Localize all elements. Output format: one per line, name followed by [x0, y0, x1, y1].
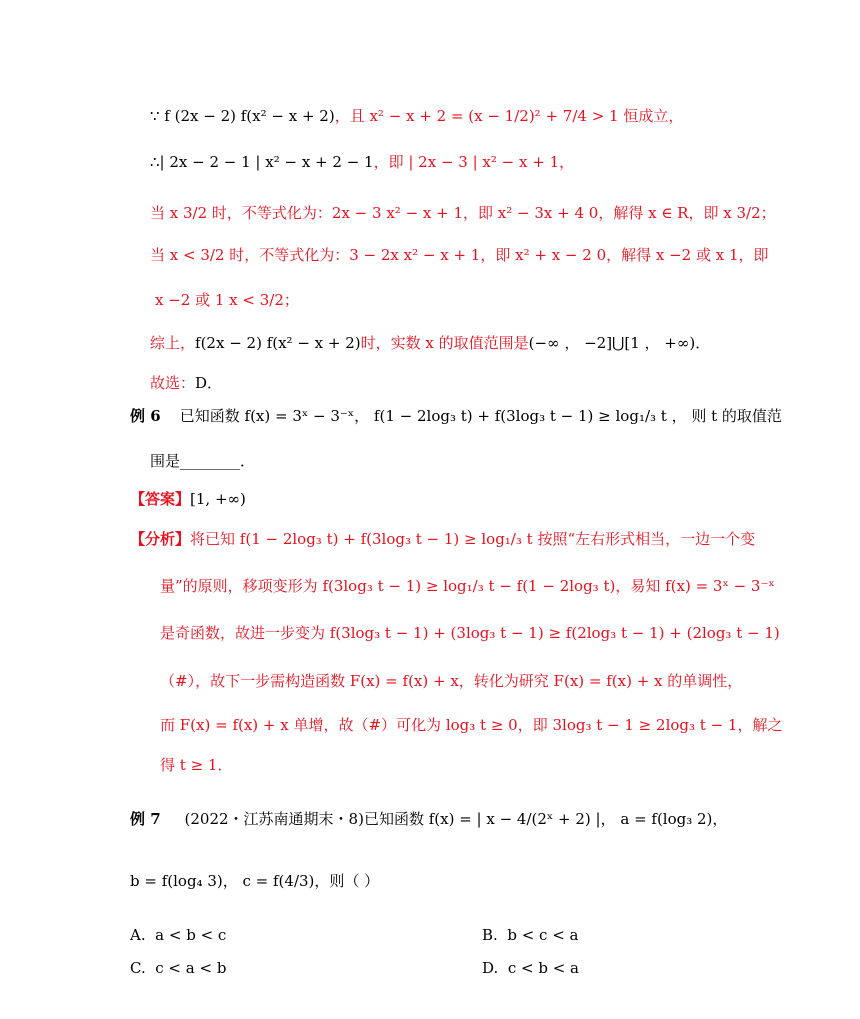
summary-expr: f(2x − 2) f(x² − x + 2) — [195, 334, 361, 352]
option-c-key: C. — [130, 959, 146, 977]
solution-line-4: 当 x < 3/2 时，不等式化为：3 − 2x x² − x + 1，即 x² + x − 2 0，解得 x −2 或 x 1，即 — [150, 246, 769, 264]
abs-inequality: ∴| 2x − 2 − 1 | x² − x + 2 − 1 — [150, 153, 374, 171]
example7-text: (2022・江苏南通期末・8)已知函数 f(x) = | x − 4/(2ˣ + 2) |， a = f(log₃ 2)， — [184, 810, 728, 828]
solution-line-3: 当 x 3/2 时，不等式化为：2x − 3 x² − x + 1，即 x² − 3x + 4 0，解得 x ∈ R，即 x 3/2； — [150, 204, 776, 222]
example6-answer — [130, 488, 246, 510]
option-d-text: c < b < a — [507, 959, 579, 977]
analysis-line-2: 量”的原则，移项变形为 f(3log₃ t − 1) ≥ log₁/₃ t − f(1 − 2log₃ t)，易知 f(x) = 3ˣ − 3⁻ˣ — [160, 577, 775, 595]
example7-question-cont: b = f(log₄ 3)， c = f(4/3)，则（ ） — [130, 872, 380, 890]
option-d-key: D. — [482, 959, 499, 977]
option-a-text: a < b < c — [155, 926, 227, 944]
analysis-label: 【分析】 — [130, 530, 191, 548]
option-b-key: B. — [482, 926, 498, 944]
option-c[interactable] — [130, 959, 226, 977]
option-a[interactable] — [130, 926, 226, 944]
example6-question — [130, 405, 782, 427]
solution-summary — [150, 332, 710, 354]
example6-question-cont: 围是________． — [150, 452, 256, 470]
answer-value: [1, +∞) — [190, 490, 246, 508]
answer-label: 【答案】 — [130, 490, 191, 508]
condition-note: ，且 x² − x + 2 = (x − 1/2)² + 7/4 > 1 恒成立， — [334, 107, 684, 125]
summary-text: 时，实数 x 的取值范围是 — [360, 334, 529, 352]
choice-label: 故选： — [150, 374, 196, 392]
analysis-text-1: 将已知 f(1 − 2log₃ t) + f(3log₃ t − 1) ≥ log₁/₃ t 按照“左右形式相当，一边一个变 — [190, 530, 756, 548]
analysis-line-5: 而 F(x) = f(x) + x 单增，故（#）可化为 log₃ t ≥ 0，即 3log₃ t − 1 ≥ 2log₃ t − 1，解之 — [160, 716, 783, 734]
abs-inequality-simplified: ，即 | 2x − 3 | x² − x + 1， — [373, 153, 575, 171]
summary-prefix: 综上， — [150, 334, 196, 352]
option-d[interactable] — [482, 959, 579, 977]
analysis-line-1 — [130, 528, 755, 550]
summary-range: (−∞ ， −2]⋃[1 ， +∞)． — [528, 334, 711, 352]
analysis-line-4: （#），故下一步需构造函数 F(x) = f(x) + x，转化为研究 F(x) = f(x) + x 的单调性， — [160, 672, 743, 690]
solution-line-2 — [150, 151, 574, 173]
solution-line-1 — [150, 105, 683, 127]
option-b[interactable] — [482, 926, 579, 944]
analysis-line-6: 得 t ≥ 1． — [160, 756, 233, 774]
analysis-line-3: 是奇函数，故进一步变为 f(3log₃ t − 1) + (3log₃ t − 1) ≥ f(2log₃ t − 1) + (2log₃ t − 1) — [160, 624, 780, 642]
solution-choice — [150, 372, 222, 394]
example7-label: 例 7 — [130, 810, 161, 828]
option-c-text: c < a < b — [155, 959, 227, 977]
choice-value: D． — [195, 374, 223, 392]
example7-question — [130, 808, 727, 830]
option-a-key: A. — [130, 926, 146, 944]
example6-label: 例 6 — [130, 407, 161, 425]
condition-expr: ∵ f (2x − 2) f(x² − x + 2) — [150, 107, 335, 125]
example6-text: 已知函数 f(x) = 3ˣ − 3⁻ˣ， f(1 − 2log₃ t) + f(3log₃ t − 1) ≥ log₁/₃ t ， 则 t 的取值范 — [179, 407, 782, 425]
option-b-text: b < c < a — [507, 926, 579, 944]
solution-line-5: x −2 或 1 x < 3/2； — [155, 291, 299, 309]
